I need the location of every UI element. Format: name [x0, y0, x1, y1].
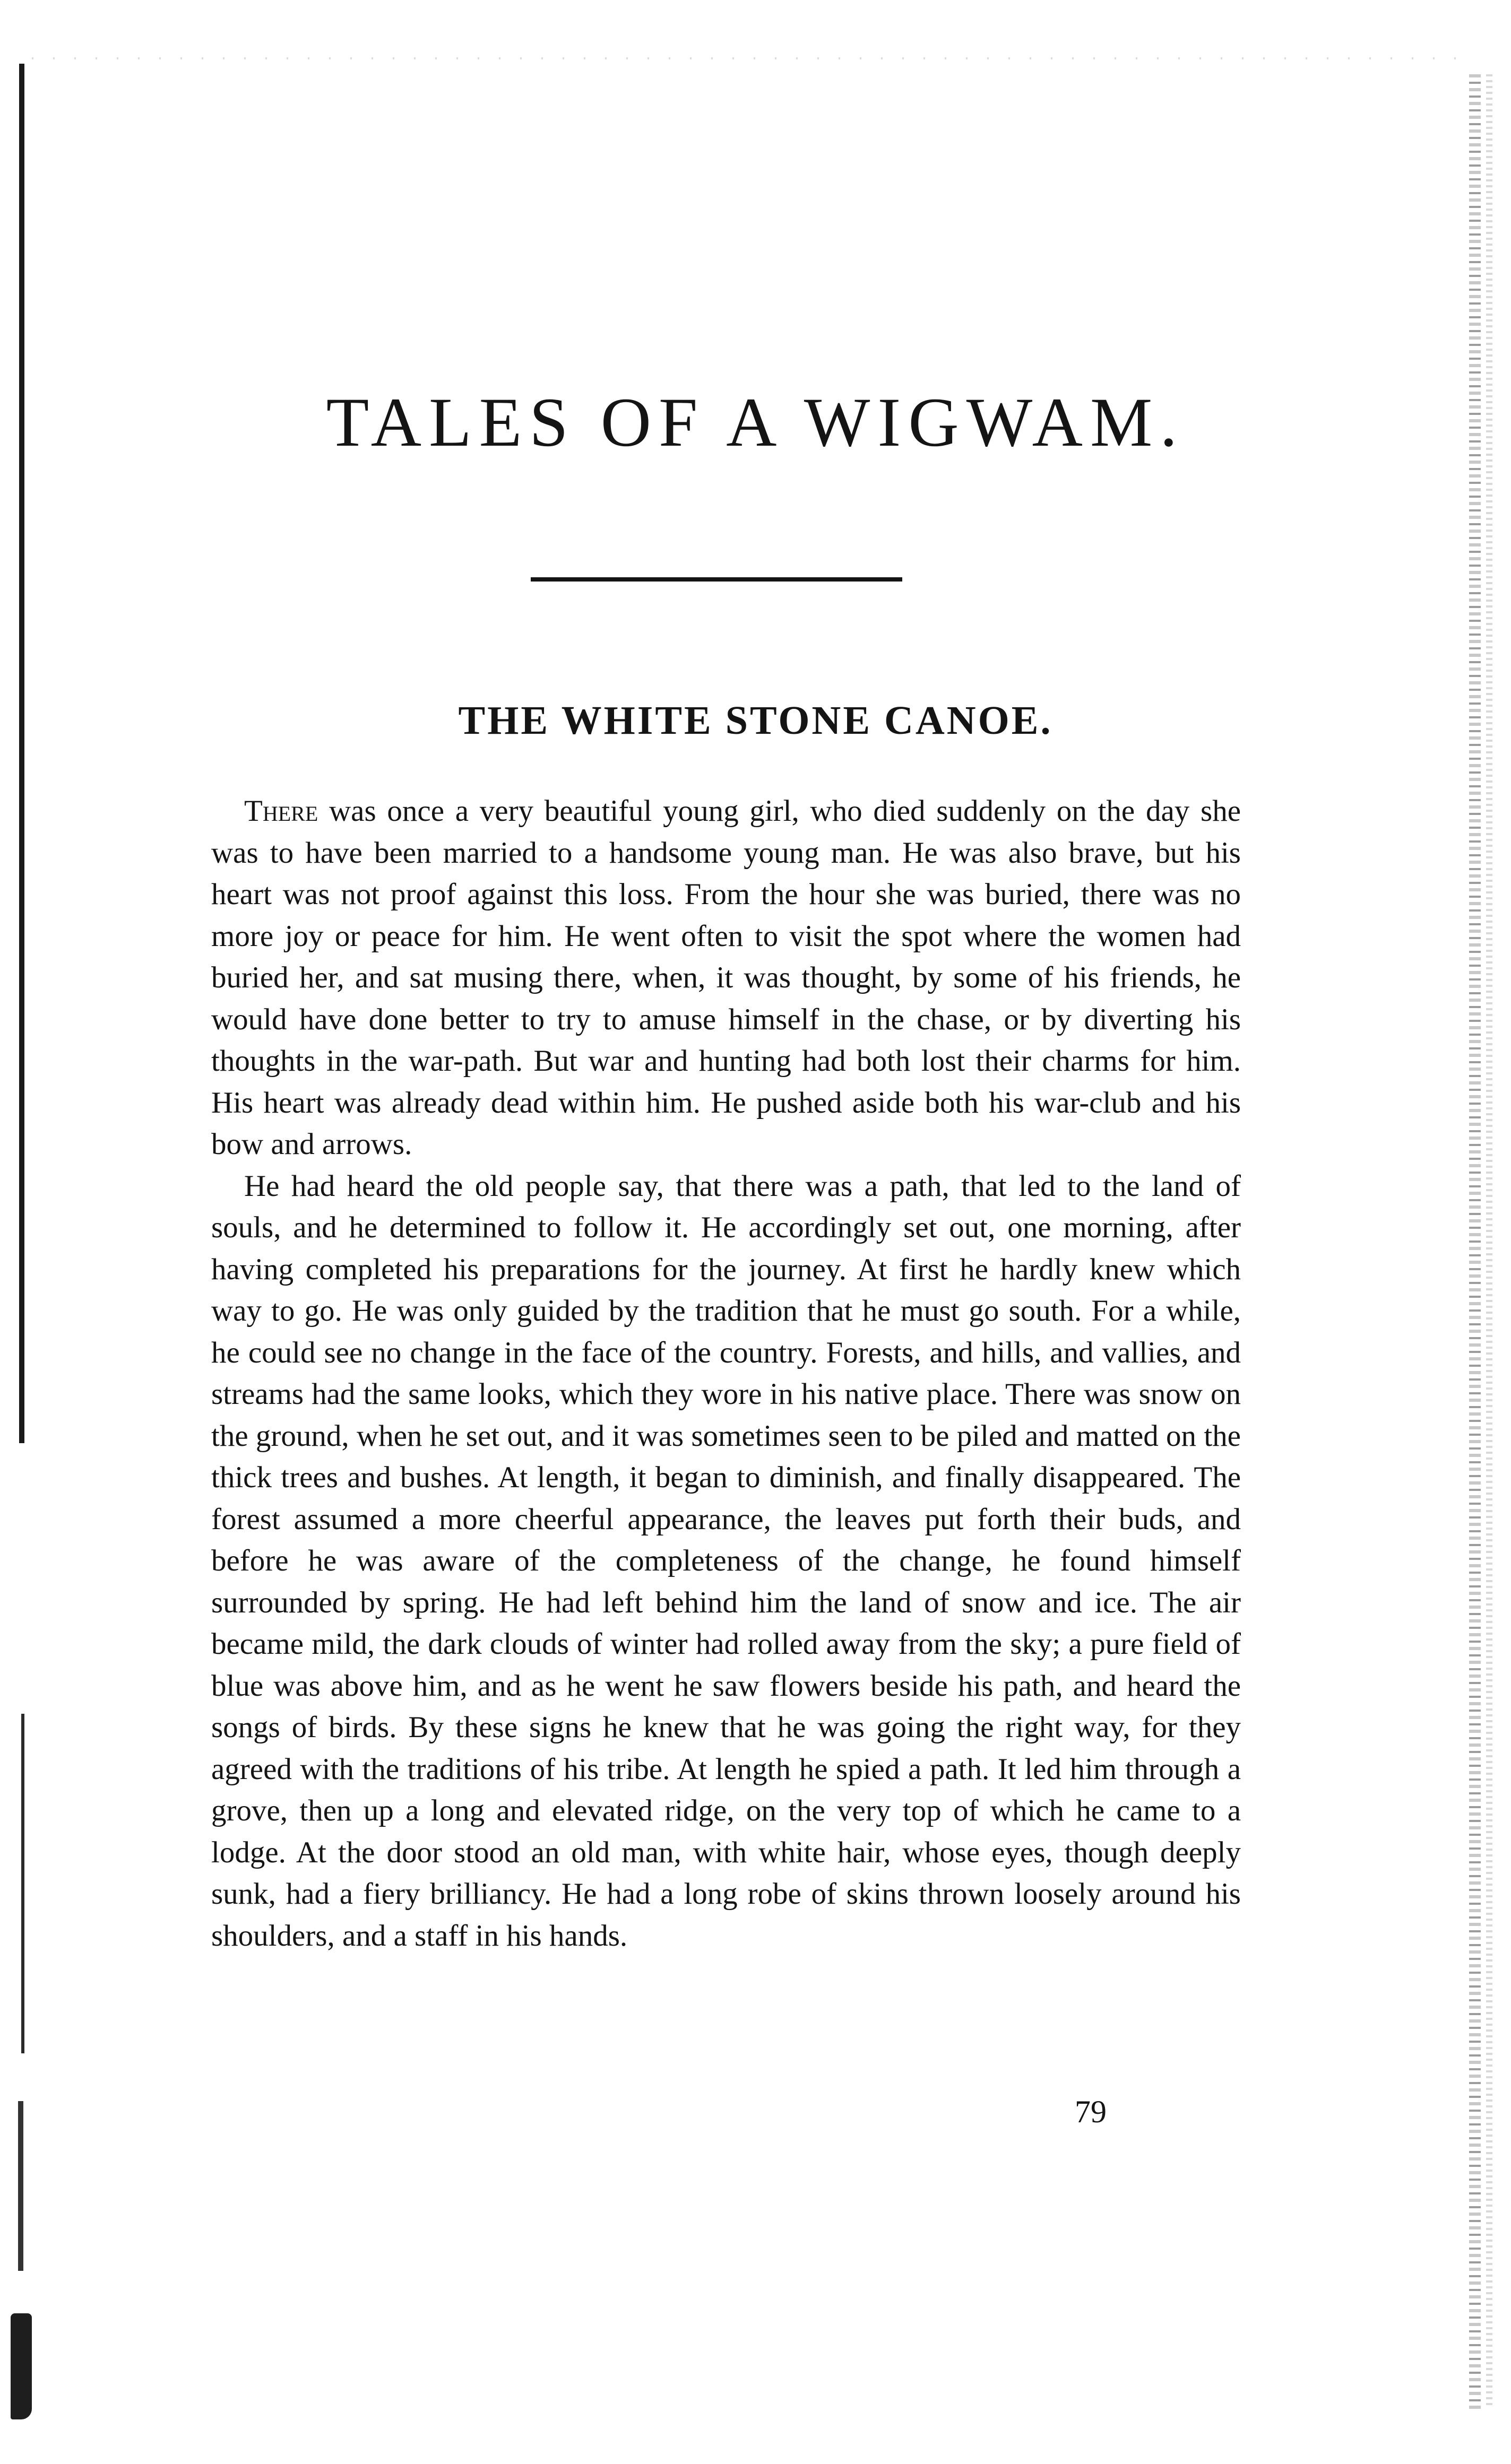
drop-lead-word: There	[244, 794, 318, 828]
paragraph-2	[211, 1166, 1241, 1957]
scan-speckle	[32, 57, 1465, 59]
paragraph-text: He had heard the old people say, that there was a path, that led to the land of souls, and he determined to follow it. He accordingly set out, one morning, after having completed his preparations for the journey. At first he hardly knew which way to go. He was only guided by the tradition that he must go south. For a while, he could see no change in the face of the country. Forests, and hills, and vallies, and streams had the same looks, which they wore in his native place. There was snow on the ground, when he set out, and it was sometimes seen to be piled and matted on the thick trees and bushes. At length, it began to diminish, and finally disappeared. The forest assumed a more cheerful appearance, the leaves put forth their buds, and before he was aware of the completeness of the change, he found himself surrounded by spring. He had left behind him the land of snow and ice. The air became mild, the dark clouds of winter had rolled away from the sky; a pure field of blue was above him, and as he went he saw flowers beside his path, and heard the songs of birds. By these signs he knew that he was going the right way, for they agreed with the traditions of his tribe. At length he spied a path. It led him through a grove, then up a long and elevated ridge, on the very top of which he came to a lodge. At the door stood an old man, with white hair, whose eyes, though deeply sunk, had a fiery brilliancy. He had a long robe of skins thrown loosely around his shoulders, and a staff in his hands.	[211, 1169, 1241, 1953]
body-text	[211, 791, 1241, 1957]
left-binding-blot	[11, 2313, 32, 2419]
page-number: 79	[1075, 2094, 1107, 2129]
story-title: THE WHITE STONE CANOE.	[458, 698, 1053, 743]
paragraph-text: was once a very beautiful young girl, who died suddenly on the day she was to have been married to a handsome young man. He was also brave, but his heart was not proof against this loss. From the hour she was buried, there was no more joy or peace for him. He went often to visit the spot where the women had buried her, and sat musing there, when, it was thought, by some of his friends, he would have done better to try to amuse himself in the chase, or by diverting his thoughts in the war-path. But war and hunting had both lost their charms for him. His heart was already dead within him. He pushed aside both his war-club and his bow and arrows.	[211, 794, 1241, 1161]
paragraph-1	[211, 791, 1241, 1166]
left-binding-shadow	[19, 64, 24, 1443]
left-binding-shadow-lower	[21, 1714, 24, 2053]
title-rule	[531, 577, 902, 582]
left-binding-shadow-bottom	[18, 2101, 23, 2271]
running-title: TALES OF A WIGWAM.	[326, 383, 1185, 461]
